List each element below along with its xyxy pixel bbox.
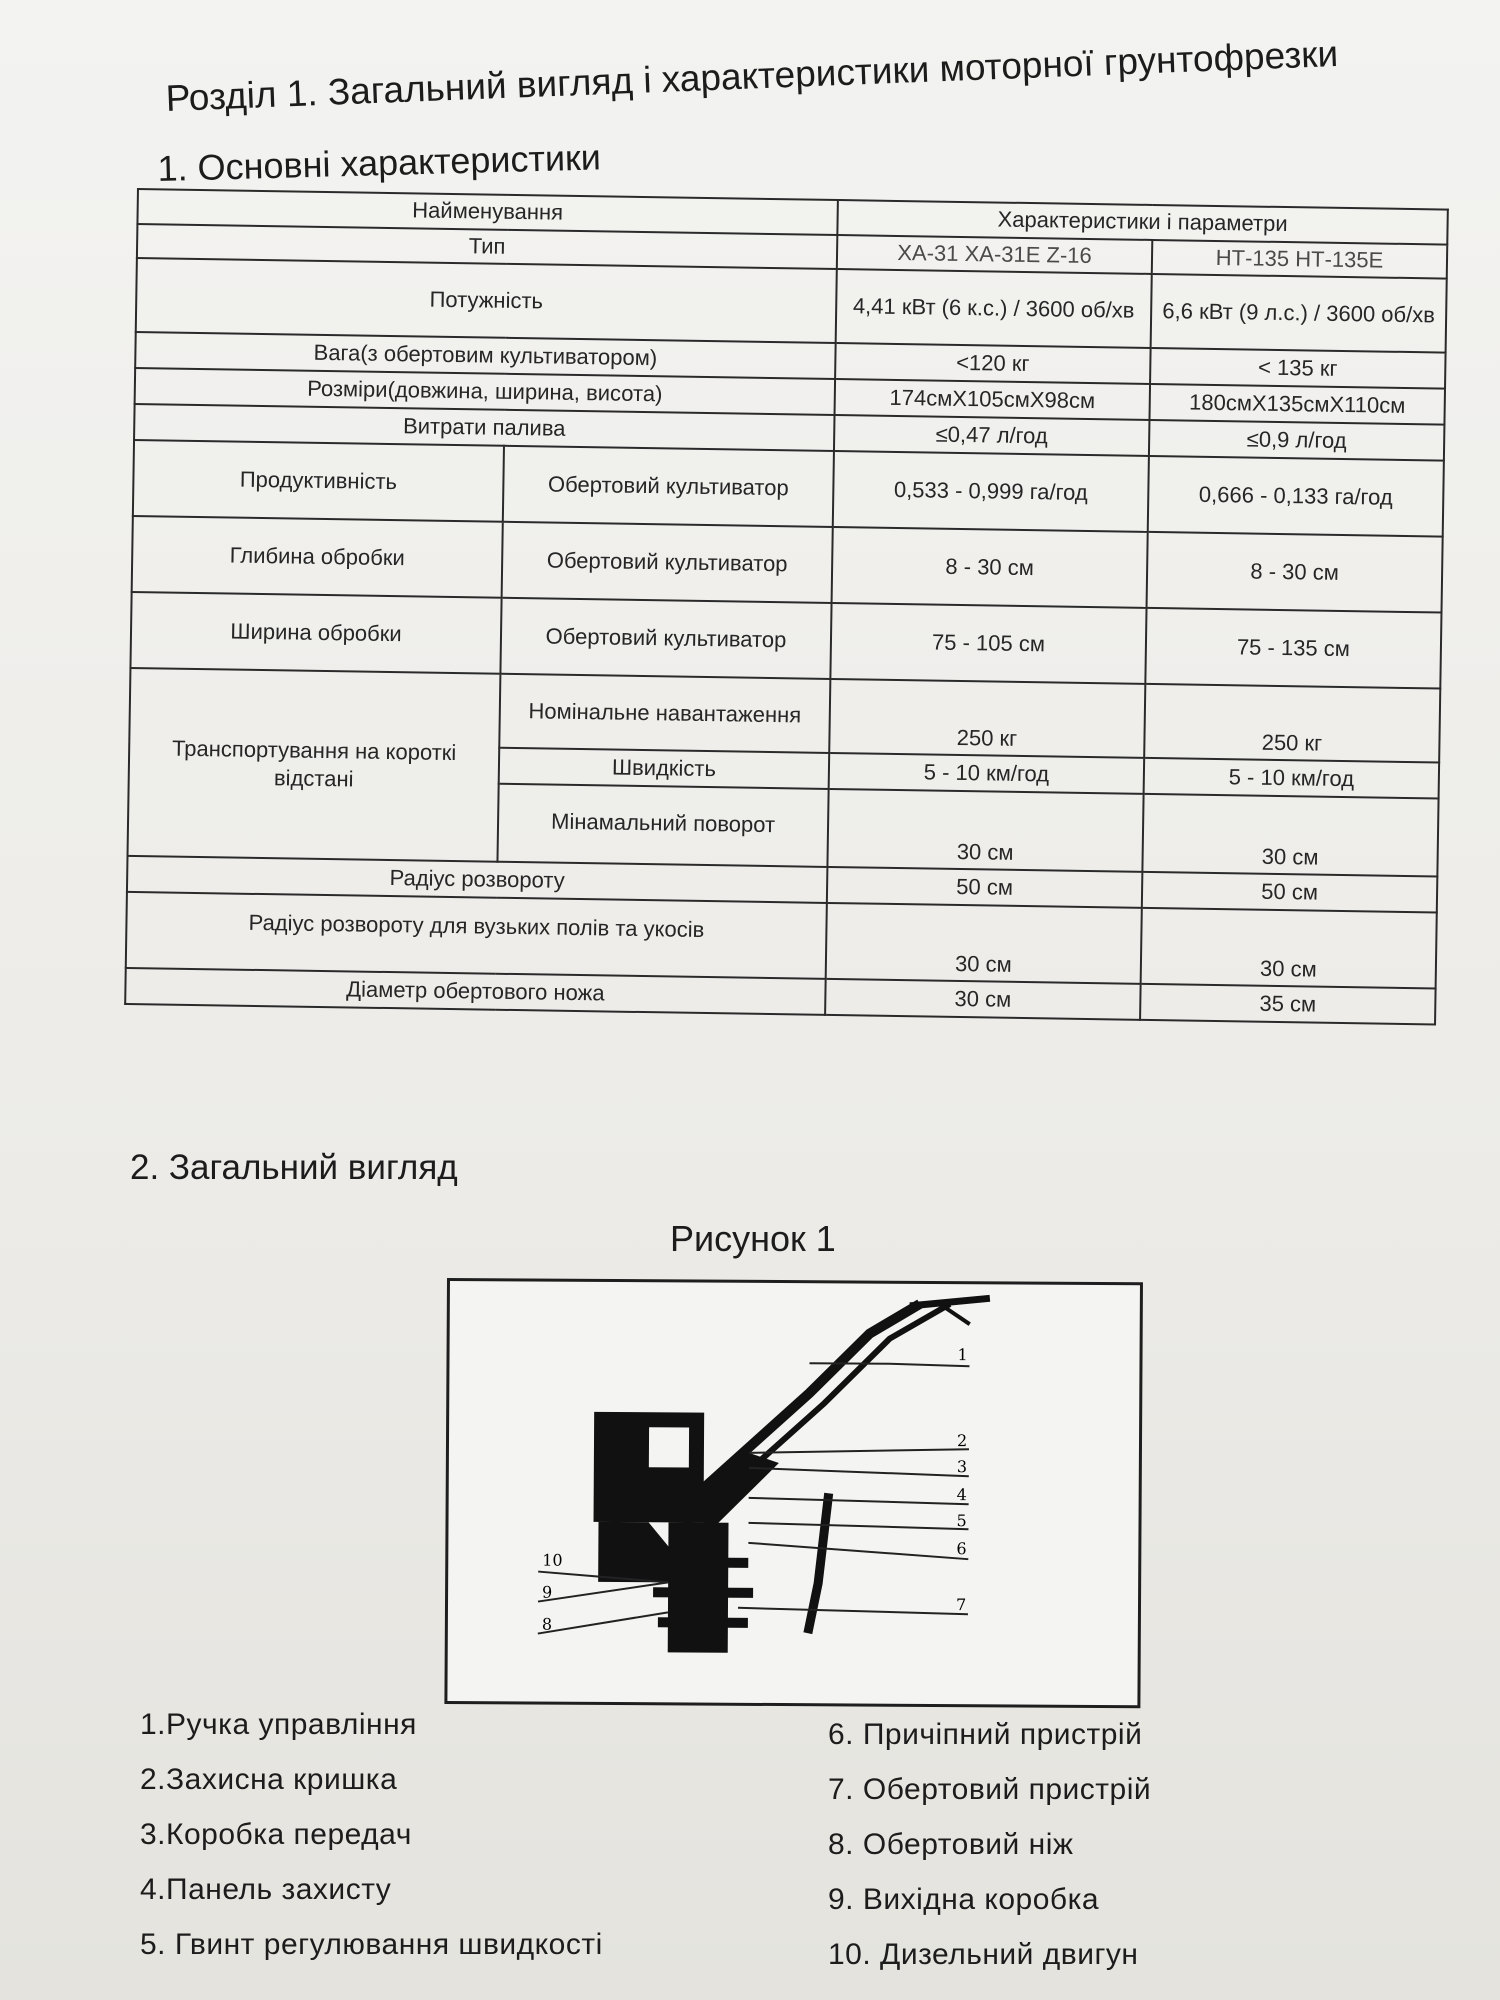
- callout-number: 7: [955, 1595, 967, 1615]
- legend-item: 4.Панель захисту: [140, 1873, 392, 1906]
- value-b: 35 см: [1140, 984, 1436, 1025]
- value-a: 50 см: [827, 867, 1143, 908]
- callout-number: 8: [541, 1614, 553, 1634]
- value-a: ≤0,47 л/год: [834, 415, 1150, 456]
- value-a: ХА-31 ХА-31Е Z-16: [837, 235, 1153, 275]
- value-b: 30 см: [1141, 908, 1437, 989]
- value-b: 250 кг: [1144, 684, 1440, 763]
- row-label: Радіус розвороту для вузьких полів та укосів: [126, 892, 827, 979]
- header-name-cell: Найменування: [137, 189, 837, 235]
- legend-item: 7. Обертовий пристрій: [828, 1773, 1152, 1806]
- value-a: 174смХ105смХ98см: [835, 379, 1151, 420]
- value-a: 0,533 - 0,999 га/год: [833, 451, 1149, 532]
- row-sublabel: Обертовий культиватор: [500, 598, 831, 679]
- legend-item: 6. Причіпний пристрій: [828, 1718, 1143, 1751]
- value-a: <120 кг: [835, 343, 1151, 384]
- value-b: 30 см: [1142, 794, 1438, 877]
- callout-number: 4: [956, 1485, 967, 1505]
- value-b: < 135 кг: [1150, 348, 1446, 389]
- callout-number: 1: [957, 1345, 968, 1365]
- header-params-cell: Характеристики і параметри: [837, 200, 1447, 244]
- value-b: 180смХ135смХ110см: [1149, 384, 1445, 425]
- row-label: Витрати палива: [134, 404, 834, 451]
- row-label: Розміри(довжина, ширина, висота): [135, 368, 835, 415]
- legend-item: 10. Дизельний двигун: [828, 1938, 1139, 1971]
- value-b: 50 см: [1142, 872, 1438, 913]
- legend-left: [140, 1708, 603, 1983]
- value-a: 30 см: [825, 979, 1141, 1020]
- value-a: 30 см: [826, 903, 1142, 984]
- legend-item: 8. Обертовий ніж: [828, 1828, 1074, 1861]
- legend-right: [828, 1718, 1151, 1993]
- callout-number: 10: [542, 1550, 563, 1570]
- row-sublabel: Обертовий культиватор: [502, 522, 833, 603]
- row-label: Вага(з обертовим культиватором): [135, 332, 835, 379]
- spec-table-wrapper: [124, 188, 1449, 1026]
- value-a: 4,41 кВт (6 к.с.) / 3600 об/хв: [836, 269, 1152, 348]
- legend-item: 2.Захисна кришка: [140, 1763, 398, 1796]
- legend-item: 3.Коробка передач: [140, 1818, 412, 1851]
- value-a: 30 см: [827, 789, 1143, 872]
- value-b: ≤0,9 л/год: [1149, 420, 1445, 461]
- row-sublabel: Швидкість: [499, 748, 830, 789]
- value-a: 5 - 10 км/год: [829, 753, 1145, 794]
- value-b: 75 - 135 см: [1145, 608, 1441, 689]
- row-label: Продуктивність: [133, 440, 504, 522]
- row-label: Потужність: [136, 258, 837, 343]
- value-a: 250 кг: [829, 679, 1145, 758]
- row-label: Ширина обробки: [130, 592, 501, 674]
- callout-number: 6: [956, 1539, 967, 1559]
- cultivator-drawing: [447, 1281, 1140, 1705]
- row-label: Глибина обробки: [132, 516, 503, 598]
- figure-cultivator: [444, 1278, 1143, 1708]
- legend-item: 5. Гвинт регулювання швидкості: [140, 1928, 603, 1961]
- row-label: Тип: [137, 224, 837, 270]
- section-title: Розділ 1. Загальний вигляд і характеристики моторної грунтофрезки: [165, 32, 1339, 119]
- subsection-title-characteristics: 1. Основні характеристики: [157, 136, 602, 189]
- value-a: 8 - 30 см: [832, 527, 1148, 608]
- row-sublabel: Мінамальний поворот: [497, 784, 828, 867]
- value-b: 8 - 30 см: [1147, 532, 1443, 613]
- callout-number: 2: [956, 1431, 968, 1451]
- value-b: НТ-135 НТ-135Е: [1152, 240, 1448, 279]
- legend-item: 9. Вихідна коробка: [828, 1883, 1100, 1916]
- value-a: 75 - 105 см: [830, 603, 1146, 684]
- value-b: 0,666 - 0,133 га/год: [1148, 456, 1444, 537]
- callout-number: 5: [956, 1511, 967, 1531]
- row-sublabel: Номінальне навантаження: [499, 674, 830, 753]
- row-label: Діаметр обертового ножа: [125, 968, 825, 1015]
- row-label: Радіус розвороту: [127, 856, 827, 903]
- spec-table: [124, 188, 1449, 1026]
- callout-number: 9: [542, 1582, 553, 1602]
- value-b: 5 - 10 км/год: [1144, 758, 1440, 799]
- value-b: 6,6 кВт (9 л.с.) / 3600 об/хв: [1151, 274, 1447, 353]
- subsection-title-general-view: 2. Загальний вигляд: [130, 1148, 458, 1187]
- figure-caption: Рисунок 1: [670, 1218, 836, 1259]
- row-sublabel: Обертовий культиватор: [503, 446, 834, 527]
- callout-number: 3: [956, 1457, 968, 1477]
- row-label: Транспортування на короткі відстані: [128, 668, 501, 862]
- legend-item: 1.Ручка управління: [140, 1708, 417, 1741]
